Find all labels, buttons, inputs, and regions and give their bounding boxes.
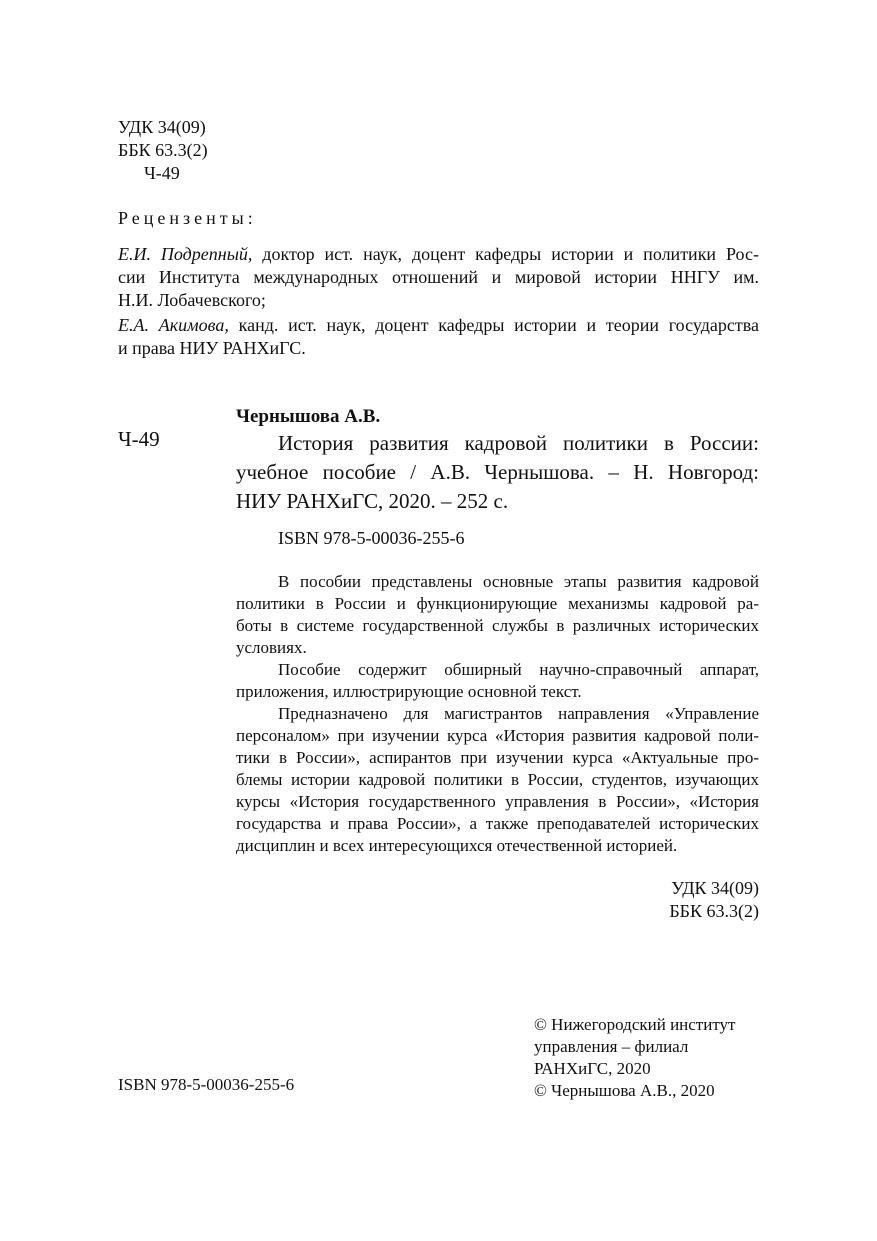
annotation-line: государства и права России», а также преподавателей исторических xyxy=(236,814,759,833)
author-mark: Ч-49 xyxy=(144,163,180,183)
copyright-line: управления – филиал xyxy=(534,1037,689,1056)
bibliographic-line: учебное пособие / А.В. Чернышова. – Н. Новгород: xyxy=(236,460,759,484)
annotation-line: Пособие содержит обширный научно-справочный аппарат, xyxy=(278,660,759,679)
reviewer-description: канд. ист. наук, доцент кафедры истории и теории государства xyxy=(228,315,759,335)
copyright-line: © Чернышова А.В., 2020 xyxy=(534,1081,715,1100)
annotation-line: тики в России», аспирантов при изучении курса «Актуальные про- xyxy=(236,748,759,767)
reviewer-line: Н.И. Лобачевского; xyxy=(118,290,266,310)
bbk-code: ББК 63.3(2) xyxy=(669,901,759,921)
udk-code: УДК 34(09) xyxy=(671,878,759,898)
annotation-line: персоналом» при изучении курса «История развития кадровой поли- xyxy=(236,726,759,745)
reviewer-entry xyxy=(118,314,759,360)
annotation-line: блемы истории кадровой политики в России, студентов, изучающих xyxy=(236,770,759,789)
annotation-line: политики в России и функционирующие механизмы кадровой ра- xyxy=(236,594,759,613)
reviewers-heading: Рецензенты: xyxy=(118,208,257,228)
classification-block xyxy=(118,116,208,185)
isbn-bottom: ISBN 978-5-00036-255-6 xyxy=(118,1075,295,1094)
reviewer-description: доктор ист. наук, доцент кафедры истории и политики Рос- xyxy=(252,244,759,264)
bbk-code: ББК 63.3(2) xyxy=(118,140,208,160)
copyright-line: РАНХиГС, 2020 xyxy=(534,1059,651,1078)
isbn: ISBN 978-5-00036-255-6 xyxy=(278,528,465,548)
copyright-block xyxy=(534,1014,735,1102)
author-name: Чернышова А.В. xyxy=(236,406,381,427)
copyright-line: © Нижегородский институт xyxy=(534,1015,736,1034)
bottom-classification xyxy=(600,877,759,923)
reviewer-name: Е.А. Акимова, xyxy=(118,315,229,335)
reviewer-line: и права НИУ РАНХиГС. xyxy=(118,338,306,358)
reviewer-line xyxy=(118,243,759,266)
udk-code: УДК 34(09) xyxy=(118,117,206,137)
reviewer-entry xyxy=(118,243,759,312)
bibliographic-line: НИУ РАНХиГС, 2020. – 252 с. xyxy=(236,489,509,513)
annotation-line: дисциплин и всех интересующихся отечественной историей. xyxy=(236,836,678,855)
reviewer-line xyxy=(118,314,759,337)
bibliographic-record xyxy=(236,404,759,516)
reviewer-line: сии Института международных отношений и мировой истории ННГУ им. xyxy=(118,267,759,287)
annotation-line: приложения, иллюстрирующие основной текст. xyxy=(236,682,582,701)
annotation xyxy=(236,571,759,857)
annotation-line: Предназначено для магистрантов направления «Управление xyxy=(278,704,759,723)
annotation-line: курсы «История государственного управления в России», «История xyxy=(236,792,759,811)
reviewer-name: Е.И. Подрепный, xyxy=(118,244,253,264)
annotation-line: боты в системе государственной службы в различных исторических xyxy=(236,616,759,635)
bibliographic-line: История развития кадровой политики в России: xyxy=(278,431,759,455)
bibliographic-author-mark: Ч-49 xyxy=(118,427,160,451)
annotation-line: В пособии представлены основные этапы развития кадровой xyxy=(278,572,759,591)
annotation-line: условиях. xyxy=(236,638,307,657)
